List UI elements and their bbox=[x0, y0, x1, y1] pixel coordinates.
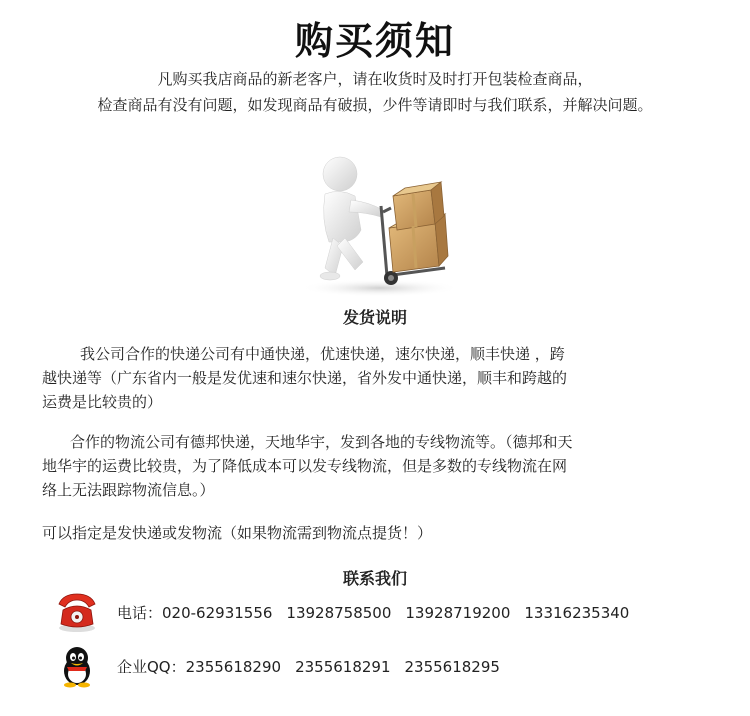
telephone-icon bbox=[55, 590, 99, 634]
paragraph-line: 络上无法跟踪物流信息。） bbox=[42, 481, 215, 499]
notice-line-2: 检查商品有没有问题，如发现商品有破损，少件等请即时与我们联系，并解决问题。 bbox=[97, 96, 653, 114]
paragraph-line: 可以指定是发快递或发物流（如果物流需到物流点提货！） bbox=[42, 524, 433, 542]
phone-row bbox=[55, 590, 715, 634]
paragraph-line: 合作的物流公司有德邦快递，天地华宇，发到各地的专线物流等。（德邦和天 bbox=[70, 433, 573, 451]
qq-row bbox=[55, 644, 715, 688]
shipping-logistics-paragraph bbox=[42, 430, 710, 502]
phone-number: 13928719200 bbox=[405, 604, 511, 622]
contact-title: 联系我们 bbox=[342, 569, 407, 588]
qq-number: 2355618295 bbox=[404, 658, 500, 676]
shipping-title: 发货说明 bbox=[342, 308, 407, 327]
phone-number: 020-62931556 bbox=[162, 604, 273, 622]
phone-text bbox=[117, 602, 629, 623]
phone-number: 13316235340 bbox=[524, 604, 630, 622]
page-title: 购买须知 bbox=[294, 19, 455, 63]
paragraph-line: 地华宇的运费比较贵，为了降低成本可以发专线物流，但是多数的专线物流在网 bbox=[42, 457, 568, 475]
qq-number: 2355618290 bbox=[185, 658, 282, 676]
phone-label: 电话： bbox=[117, 604, 163, 622]
notice-line-1: 凡购买我店商品的新老客户，请在收货时及时打开包装检查商品， bbox=[157, 70, 593, 88]
shipping-choice-paragraph bbox=[42, 521, 710, 545]
phone-number: 13928758500 bbox=[286, 604, 392, 622]
qq-penguin-icon bbox=[55, 644, 99, 688]
qq-label: 企业QQ： bbox=[117, 658, 186, 676]
paragraph-line: 运费是比较贵的） bbox=[42, 393, 163, 411]
shipping-express-paragraph bbox=[42, 342, 710, 414]
delivery-person-illustration bbox=[285, 150, 465, 300]
qq-text bbox=[117, 656, 500, 677]
paragraph-line: 越快递等（广东省内一般是发优速和速尔快递，省外发中通快递，顺丰和跨越的 bbox=[42, 369, 568, 387]
qq-number: 2355618291 bbox=[295, 658, 391, 676]
paragraph-line: 我公司合作的快递公司有中通快递，优速快递，速尔快递，顺丰快递 ，跨 bbox=[80, 345, 565, 363]
